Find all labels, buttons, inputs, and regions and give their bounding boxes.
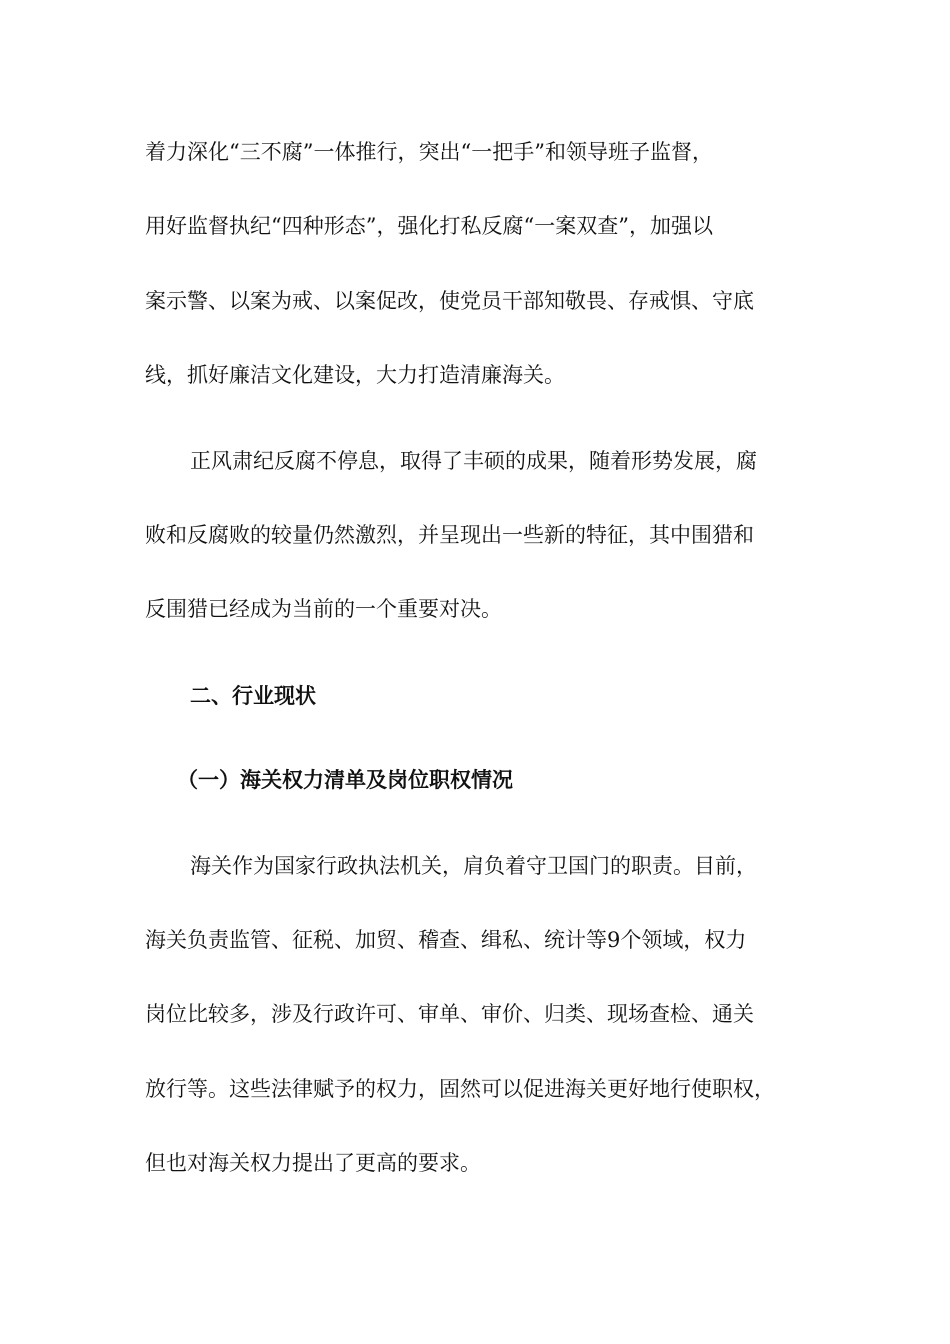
paragraph-1-line-4: 线，抓好廉洁文化建设，大力打造清廉海关。 [145,363,565,387]
paragraph-2-line-2: 败和反腐败的较量仍然激烈，并呈现出一些新的特征，其中围猎和 [145,523,754,547]
section-heading: 二、行业现状 [190,684,316,708]
paragraph-1-line-3: 案示警、以案为戒、以案促改，使党员干部知敬畏、存戒惧、守底 [145,289,754,313]
paragraph-3-line-2: 海关负责监管、征税、加贸、稽查、缉私、统计等9个领域，权力 [145,928,747,952]
paragraph-2-line-3: 反围猎已经成为当前的一个重要对决。 [145,597,502,621]
paragraph-3-line-4: 放行等。这些法律赋予的权力，固然可以促进海关更好地行使职权， [145,1077,775,1101]
paragraph-2-line-1: 正风肃纪反腐不停息，取得了丰硕的成果，随着形势发展，腐 [190,449,757,473]
subsection-heading: （一）海关权力清单及岗位职权情况 [177,768,513,792]
paragraph-3-line-1: 海关作为国家行政执法机关，肩负着守卫国门的职责。目前， [190,854,757,878]
paragraph-1-line-2: 用好监督执纪“四种形态”，强化打私反腐“一案双查”，加强以 [145,214,713,238]
paragraph-3-line-5: 但也对海关权力提出了更高的要求。 [145,1151,481,1175]
paragraph-1-line-1: 着力深化“三不腐”一体推行，突出“一把手”和领导班子监督， [145,140,713,164]
paragraph-3-line-3: 岗位比较多，涉及行政许可、审单、审价、归类、现场查检、通关 [145,1002,754,1026]
